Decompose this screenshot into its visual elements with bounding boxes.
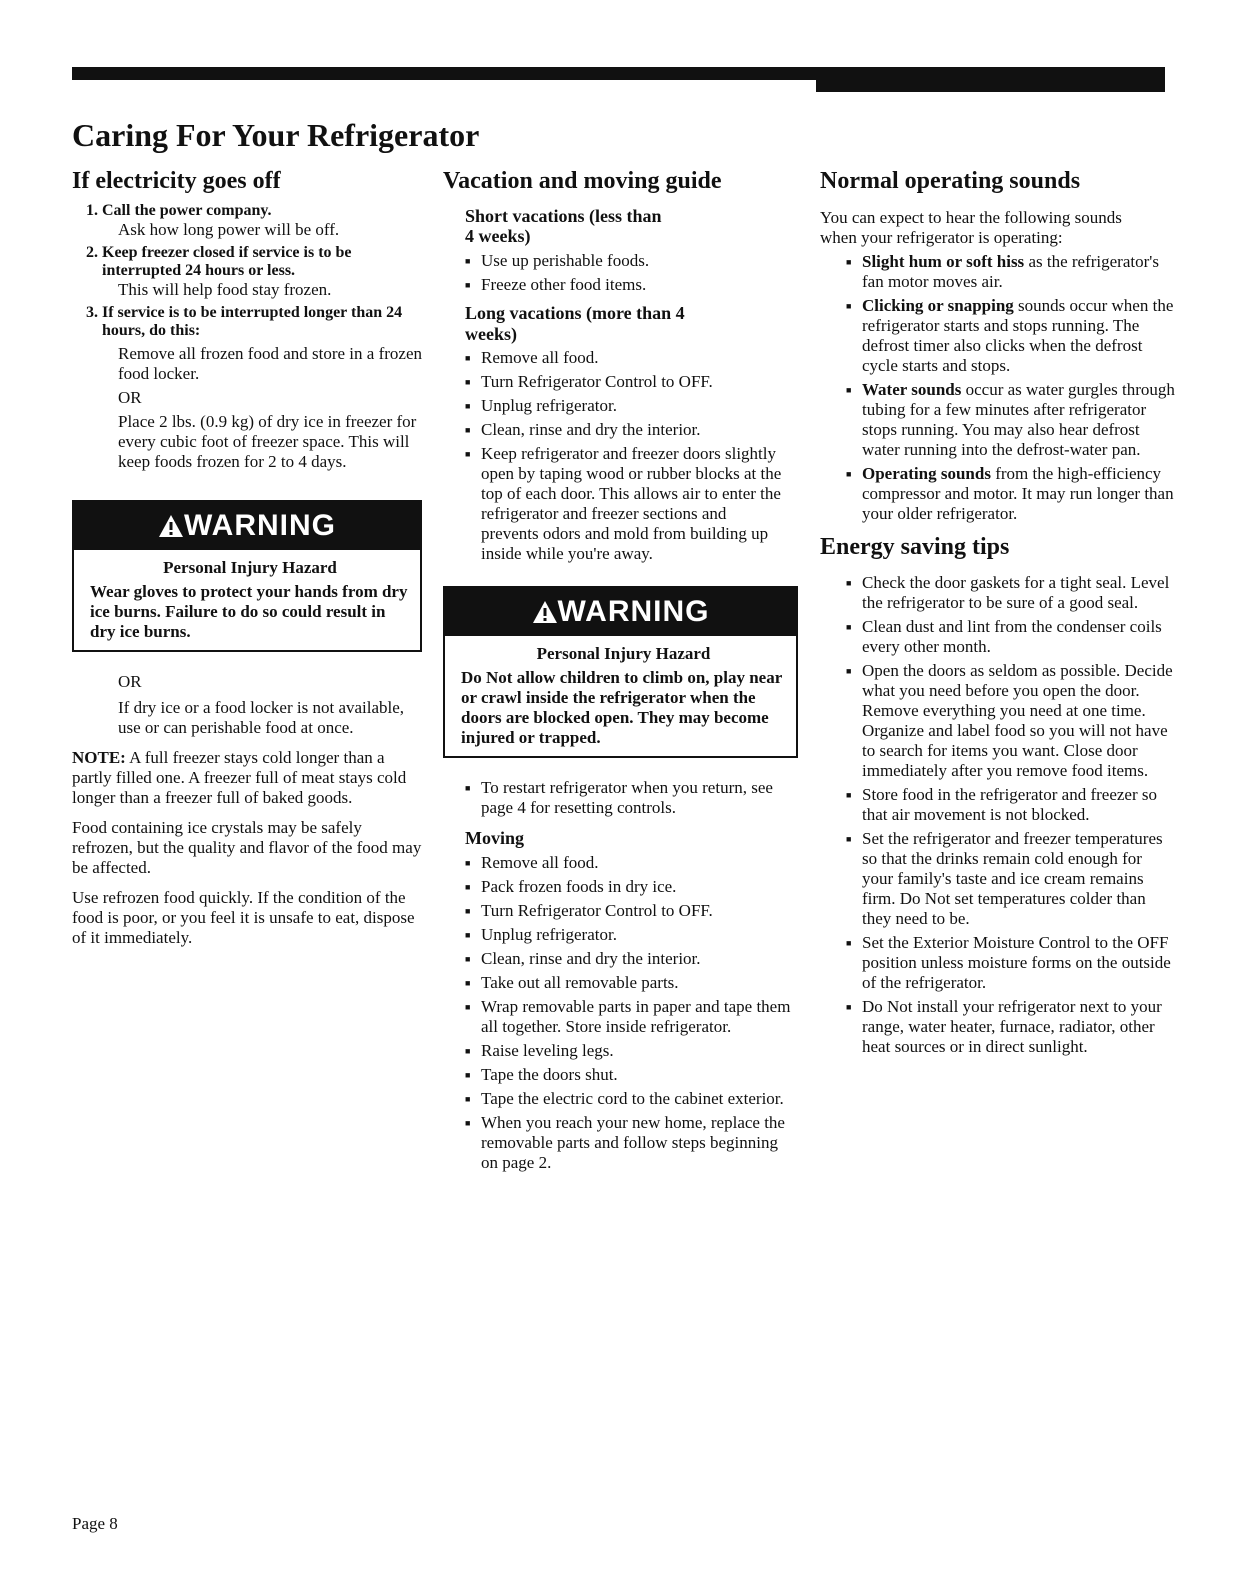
list-item: ■ Water sounds occur as water gurgles through tubing for a few minutes after refrigerator stops running. You may also hear defrost water running into the defrost-water pan. — [846, 380, 1175, 460]
list-item: ■ When you reach your new home, replace the removable parts and follow steps beginning on page 2. — [465, 1113, 798, 1173]
warning-subtitle: Personal Injury Hazard — [536, 644, 711, 664]
column-vacation — [443, 168, 798, 1177]
list-item: ■ Unplug refrigerator. — [465, 396, 798, 416]
heading-electricity: If electricity goes off — [72, 168, 281, 194]
alt-text: If dry ice or a food locker is not available, use or can perishable food at once. — [118, 697, 405, 737]
warning-box-children — [443, 586, 798, 758]
list-item: ■ Remove all food. — [465, 853, 798, 873]
list-item: ■ To restart refrigerator when you return, see page 4 for resetting controls. — [465, 778, 798, 818]
list-item: ■ Remove all food. — [465, 348, 798, 368]
warning-header: WARNING — [74, 502, 420, 550]
list-item: ■ Keep refrigerator and freezer doors slightly open by taping wood or rubber blocks at the top of each door. This allows air to enter the refrigerator and freezer sections and prevents odors and mold from building up inside while you're away. — [465, 444, 798, 564]
moving-heading: Moving — [465, 828, 525, 849]
step-1-text: Ask how long power will be off. — [118, 219, 340, 239]
energy-tips-list — [820, 573, 1175, 1057]
warning-text: Do Not allow children to climb on, play near or crawl inside the refrigerator when the doors are blocked open. They may become injured or trapped. — [461, 668, 782, 748]
short-vacation-list — [443, 251, 798, 295]
warning-triangle-icon — [532, 600, 558, 624]
heading-vacation: Vacation and moving guide — [443, 168, 722, 194]
para-refrozen: Use refrozen food quickly. If the condition of the food is poor, or you feel it is unsafe to eat, dispose of it immediately. — [72, 887, 415, 947]
list-item: ■ Check the door gaskets for a tight seal. Level the refrigerator to be sure of a good seal. — [846, 573, 1175, 613]
page-title: Caring For Your Refrigerator — [72, 117, 480, 153]
list-item: ■ Store food in the refrigerator and freezer so that air movement is not blocked. — [846, 785, 1175, 825]
warning-triangle-icon — [158, 514, 184, 538]
step-2: 2. Keep freezer closed if service is to be interrupted 24 hours or less. — [72, 244, 422, 280]
list-item: ■ Tape the doors shut. — [465, 1065, 798, 1085]
list-item: ■ Turn Refrigerator Control to OFF. — [465, 901, 798, 921]
para-refreeze: Food containing ice crystals may be safely refrozen, but the quality and flavor of the food may be affected. — [72, 817, 422, 877]
step-1-head: Call the power company. — [102, 201, 272, 219]
or-text-2: OR — [118, 671, 142, 691]
sounds-list — [820, 252, 1175, 524]
moving-list — [443, 853, 798, 1173]
list-item: ■ Slight hum or soft hiss as the refrigerator's fan motor moves air. — [846, 252, 1175, 292]
list-item: ■ Clean, rinse and dry the interior. — [465, 420, 798, 440]
list-item: ■ Clean dust and lint from the condenser coils every other month. — [846, 617, 1175, 657]
list-item: ■ Do Not install your refrigerator next to your range, water heater, furnace, radiator, other heat sources or in direct sunlight. — [846, 997, 1175, 1057]
list-item: ■ Operating sounds from the high-efficiency compressor and motor. It may run longer than your older refrigerator. — [846, 464, 1175, 524]
list-item: ■ Clicking or snapping sounds occur when the refrigerator starts and stops running. The defrost timer also clicks when the defrost cycle starts and stops. — [846, 296, 1175, 376]
list-item: ■ Open the doors as seldom as possible. Decide what you need before you open the door. Remove everything you need at one time. Organize and label food so you will not have to search for items you want. Close door immediately after you remove food items. — [846, 661, 1175, 781]
list-item: ■ Raise leveling legs. — [465, 1041, 798, 1061]
restart-list — [443, 778, 798, 818]
sounds-intro: You can expect to hear the following sounds when your refrigerator is operating: — [820, 207, 1122, 247]
warning-box-dry-ice — [72, 500, 422, 652]
list-item: ■ Use up perishable foods. — [465, 251, 798, 271]
step-1: 1. Call the power company. — [86, 201, 272, 219]
list-item: ■ Set the Exterior Moisture Control to the OFF position unless moisture forms on the outside of the refrigerator. — [846, 933, 1175, 993]
header-rule — [72, 67, 816, 80]
long-vacations-heading: Long vacations (more than 4 weeks) — [465, 302, 685, 344]
step-2-head: Keep freezer closed if service is to be interrupted 24 hours or less. — [102, 243, 352, 279]
list-item: ■ Unplug refrigerator. — [465, 925, 798, 945]
page-number: Page 8 — [72, 1514, 118, 1533]
short-vacations-heading: Short vacations (less than 4 weeks) — [465, 205, 662, 247]
list-item: ■ Turn Refrigerator Control to OFF. — [465, 372, 798, 392]
warning-header: WARNING — [445, 588, 796, 636]
list-item: ■ Wrap removable parts in paper and tape them all together. Store inside refrigerator. — [465, 997, 798, 1037]
note: NOTE: A full freezer stays cold longer than a partly filled one. A freezer full of meat stays cold longer than a freezer full of baked goods. — [72, 747, 407, 807]
step-3-head: If service is to be interrupted longer than 24 hours, do this: — [102, 303, 403, 339]
list-item: ■ Tape the electric cord to the cabinet exterior. — [465, 1089, 798, 1109]
heading-energy: Energy saving tips — [820, 533, 1010, 560]
long-vacation-list — [443, 348, 798, 564]
step-2-text: This will help food stay frozen. — [118, 279, 332, 299]
step-3: 3. If service is to be interrupted longer than 24 hours, do this: — [72, 304, 422, 340]
column-electricity — [72, 168, 422, 948]
warning-subtitle: Personal Injury Hazard — [163, 557, 337, 577]
list-item: ■ Freeze other food items. — [465, 275, 798, 295]
column-sounds — [820, 168, 1175, 1061]
list-item: ■ Pack frozen foods in dry ice. — [465, 877, 798, 897]
step-3-text: Remove all frozen food and store in a frozen food locker. — [118, 343, 422, 383]
heading-sounds: Normal operating sounds — [820, 168, 1081, 194]
list-item: ■ Take out all removable parts. — [465, 973, 798, 993]
warning-text: Wear gloves to protect your hands from dry ice burns. Failure to do so could result in dry ice burns. — [90, 581, 408, 641]
list-item: ■ Clean, rinse and dry the interior. — [465, 949, 798, 969]
or-text: OR — [118, 387, 142, 407]
step-3-alt: Place 2 lbs. (0.9 kg) of dry ice in freezer for every cubic foot of freezer space. This will keep foods frozen for 2 to 4 days. — [118, 411, 417, 471]
list-item: ■ Set the refrigerator and freezer temperatures so that the drinks remain cold enough for your family's taste and ice cream remains firm. Do Not set temperatures colder than they need to be. — [846, 829, 1175, 929]
header-rule-tab — [816, 67, 1165, 92]
